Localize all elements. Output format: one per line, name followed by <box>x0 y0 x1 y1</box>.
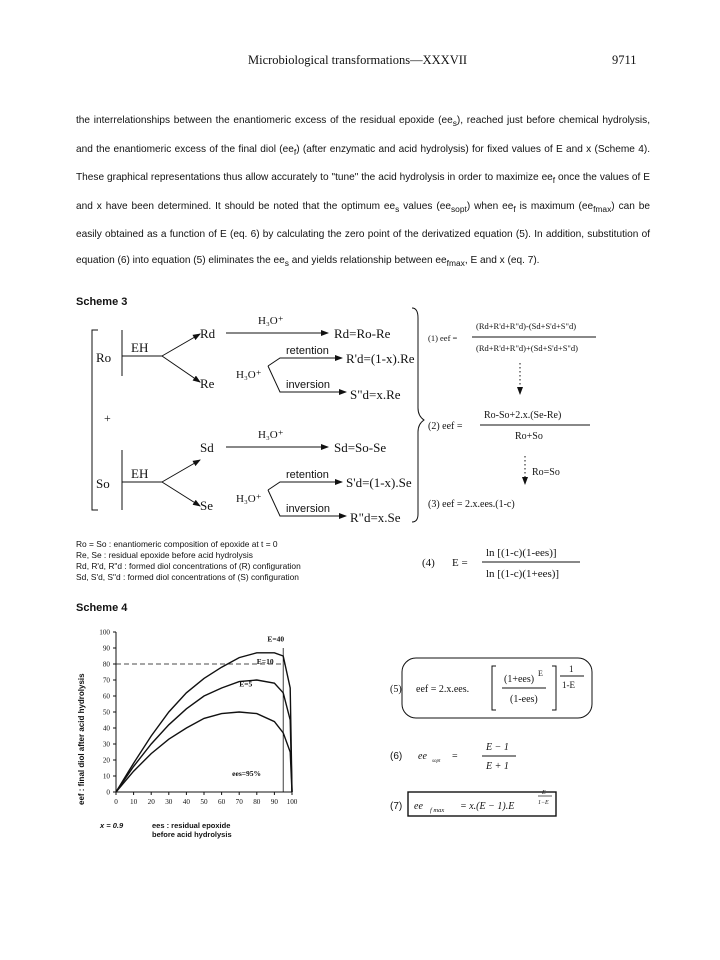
Rd-product: Rd=Ro-Re <box>334 326 391 341</box>
x-tick-label: 10 <box>130 798 138 806</box>
scheme3-legend <box>76 539 301 583</box>
x-tick-label: 70 <box>235 798 243 806</box>
eq4-numerator: ln [(1-c)(1-ees)] <box>486 547 557 559</box>
text-sub: s <box>284 258 289 269</box>
eq7-lhs: ee <box>414 801 423 812</box>
eq6-numerator: E − 1 <box>486 742 509 753</box>
eq1-numerator: (Rd+R'd+R"d)-(Sd+S'd+S"d) <box>476 321 577 331</box>
Ro-label: Ro <box>96 350 112 365</box>
eq3: (3) eef = 2.x.ees.(1-c) <box>428 499 515 510</box>
inversion-label-1: inversion <box>286 379 331 391</box>
y-tick-label: 70 <box>102 676 110 685</box>
EH-top: EH <box>131 340 149 355</box>
eq5-exponent: E <box>538 669 543 678</box>
series-line-e-10 <box>116 680 292 792</box>
eq7-label: (7) <box>390 801 403 812</box>
inversion-label-2: inversion <box>286 503 331 515</box>
text-run: ) when ee <box>466 200 514 212</box>
text-sub: f <box>513 203 516 214</box>
eq6-denominator: E + 1 <box>486 761 509 772</box>
text-run: once the values of E and x have been determined. It should be noted that the optimum ee <box>76 172 650 212</box>
retention-label-1: retention <box>286 345 329 357</box>
Se-label: Se <box>200 498 213 513</box>
y-tick-label: 0 <box>106 788 110 797</box>
plus-sign: + <box>104 411 111 425</box>
Re-label: Re <box>200 376 215 391</box>
eq7-exp-den: 1−E <box>538 800 549 806</box>
scheme4-label: Scheme 4 <box>76 602 128 614</box>
right-brace <box>412 308 424 522</box>
text-sub: s <box>452 118 457 129</box>
Sd-label: Sd <box>200 440 214 455</box>
y-tick-label: 80 <box>102 660 110 669</box>
eq5-label: (5) <box>390 684 402 695</box>
y-tick-label: 20 <box>102 756 110 765</box>
h3o-se: H₃O⁺ <box>236 493 262 505</box>
series-label-e-5: E=5 <box>239 679 253 689</box>
x-tick-label: 20 <box>147 798 155 806</box>
eq4-label: (4) <box>422 557 435 569</box>
eq7-exp-num: E <box>542 790 546 796</box>
x-tick-label: 40 <box>182 798 190 806</box>
y-tick-label: 30 <box>102 740 110 749</box>
R-retention-product: R'd=(1-x).Re <box>346 351 415 366</box>
chart-x-param: x = 0.9 <box>100 821 124 830</box>
ro-equals-so: Ro=So <box>532 467 560 478</box>
scheme3-label: Scheme 3 <box>76 296 128 308</box>
eq4-E: E = <box>452 557 468 569</box>
chart-y-axis-label: eef : final diol after acid hydrolysis <box>77 673 86 805</box>
body-paragraph <box>76 108 650 277</box>
text-run: and yields relationship between ee <box>288 255 447 267</box>
eq7-rhs: = x.(E − 1).E <box>460 801 515 812</box>
eq5-numerator: (1+ees) <box>504 674 535 685</box>
eq1-denominator: (Rd+R'd+R"d)+(Sd+S'd+S"d) <box>476 343 578 353</box>
text-run: ) can be easily obtained as a function of E (eq. 6) by calculating the zero point of the derivatized equation (5). In addition, substitution of equation (6) into equation (5) eliminates the ee <box>76 200 650 267</box>
page-number: 9711 <box>612 53 637 67</box>
eq5-denominator: (1-ees) <box>510 694 538 705</box>
legend-line: Sd, S'd, S"d : formed diol concentrations of (S) configuration <box>76 572 299 582</box>
Sd-product: Sd=So-Se <box>334 440 387 455</box>
text-sub: sopt <box>450 203 467 214</box>
S-inversion-product: R"d=x.Se <box>350 510 401 525</box>
y-tick-label: 10 <box>102 772 110 781</box>
text-sub: fmax <box>593 203 612 214</box>
text-sub: fmax <box>446 258 465 269</box>
legend-line: Rd, R'd, R"d : formed diol concentrations of (R) configuration <box>76 561 301 571</box>
y-tick-label: 50 <box>102 708 110 717</box>
x-label-line1: ees : residual epoxide <box>152 821 231 830</box>
Rd-label: Rd <box>200 326 216 341</box>
eq5-lhs: eef = 2.x.ees. <box>416 684 470 695</box>
eq6-lhs: ee <box>418 751 427 762</box>
y-tick-label: 100 <box>99 628 110 637</box>
eq1-label: (1) eef = <box>428 333 458 343</box>
legend-line: Re, Se : residual epoxide before acid hydrolysis <box>76 550 253 560</box>
retention-label-2: retention <box>286 469 329 481</box>
eq5-power-den: 1-E <box>562 680 575 690</box>
eq2-numerator: Ro-So+2.x.(Se-Re) <box>484 410 562 421</box>
h3o-re: H₃O⁺ <box>236 369 262 381</box>
series-line-e-5 <box>116 712 292 792</box>
annotation-ees-95: ees=95% <box>232 769 262 778</box>
x-tick-label: 90 <box>270 798 278 806</box>
y-tick-label: 60 <box>102 692 110 701</box>
eq4-denominator: ln [(1-c)(1+ees)] <box>486 568 560 580</box>
text-sub: f <box>293 146 297 157</box>
x-tick-label: 80 <box>253 798 261 806</box>
legend-line: Ro = So : enantiomeric composition of epoxide at t = 0 <box>76 539 278 549</box>
equation-4 <box>420 538 600 588</box>
chart-x-axis-label <box>152 821 232 839</box>
S-retention-product: S'd=(1-x).Se <box>346 475 412 490</box>
y-tick-label: 90 <box>102 644 110 653</box>
text-run: is maximum (ee <box>515 200 594 212</box>
series-label-e-40: E=40 <box>267 634 285 644</box>
series-label-e-10: E=10 <box>256 657 274 666</box>
running-title: Microbiological transformations—XXXVII <box>248 53 468 67</box>
R-inversion-product: S"d=x.Re <box>350 387 401 402</box>
text-run: the interrelationships between the enantiomeric excess of the residual epoxide (ee <box>76 115 453 126</box>
x-tick-label: 0 <box>114 798 118 806</box>
x-tick-label: 50 <box>200 798 208 806</box>
scheme4-equations <box>392 652 602 832</box>
eq2-label: (2) eef = <box>428 421 463 432</box>
text-run: ) (after enzymatic and acid hydrolysis) for fixed values of E and x (Scheme 4). These graphical representations thus allow accurately to "tune" the acid hydrolysis in order to maximize ee <box>76 143 650 184</box>
text-run: values (ee <box>399 200 451 212</box>
scheme4-chart <box>70 620 310 838</box>
eq6-sub: sopt <box>432 759 441 764</box>
eq5-power-num: 1 <box>569 664 574 674</box>
eq7-sub: f max <box>430 807 445 814</box>
scheme3-diagram <box>0 300 720 535</box>
text-run: ), reached just before chemical hydrolysis, and the enantiomeric excess of the final diol (ee <box>76 115 650 155</box>
x-tick-label: 30 <box>165 798 173 806</box>
text-sub: s <box>395 203 400 214</box>
EH-bottom: EH <box>131 466 149 481</box>
y-tick-label: 40 <box>102 724 110 733</box>
series-line-e-40 <box>116 653 292 792</box>
h3o-top: H₃O⁺ <box>258 315 284 327</box>
h3o-sd: H₃O⁺ <box>258 429 284 441</box>
eq6-equals: = <box>452 751 458 762</box>
eq2-denominator: Ro+So <box>515 431 543 442</box>
x-tick-label: 100 <box>286 798 298 806</box>
text-sub: f <box>552 175 556 186</box>
text-run: , E and x (eq. 7). <box>464 255 540 267</box>
So-label: So <box>96 476 110 491</box>
x-tick-label: 60 <box>218 798 226 806</box>
eq6-label: (6) <box>390 751 403 762</box>
x-label-line2: before acid hydrolysis <box>152 830 232 839</box>
